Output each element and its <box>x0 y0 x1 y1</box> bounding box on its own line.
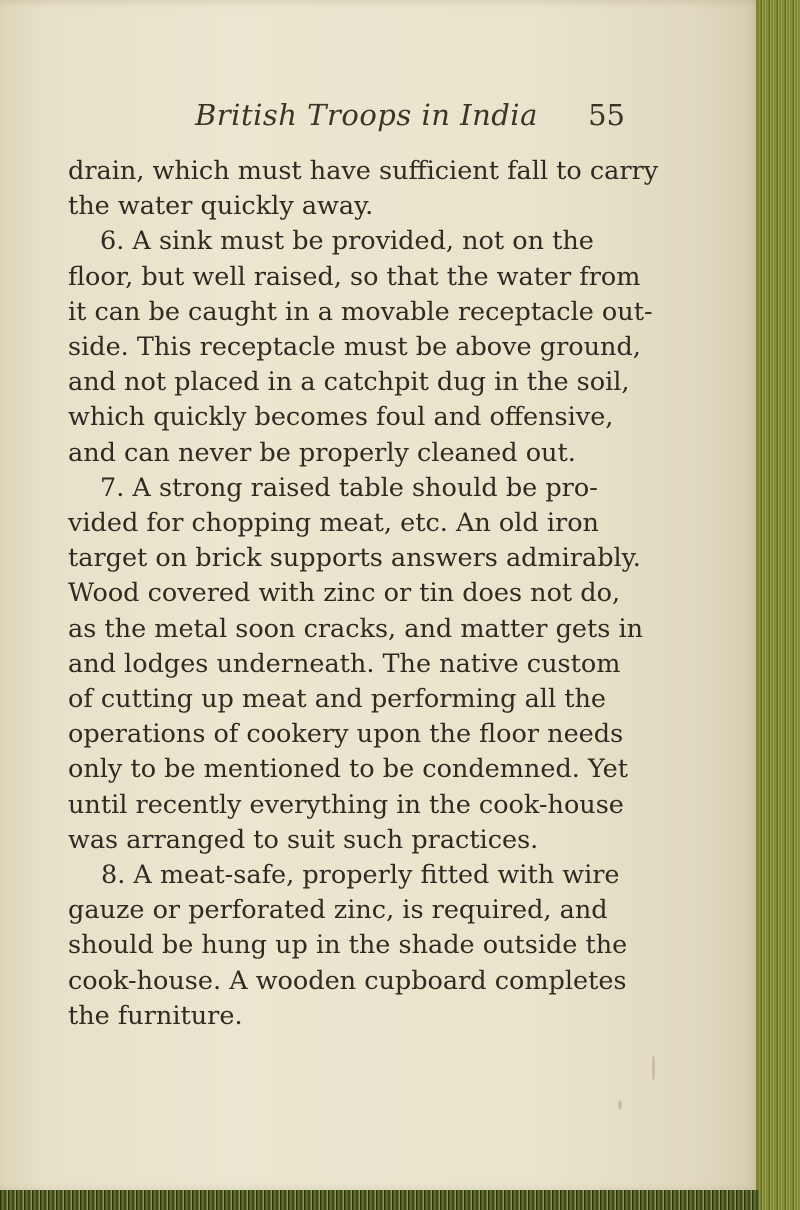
text-line: operations of cookery upon the floor needs <box>68 719 624 750</box>
text-line: target on brick supports answers admirably. <box>68 543 641 574</box>
text-line: the furniture. <box>68 1000 243 1031</box>
text-line: only to be mentioned to be condemned. Yet <box>68 754 628 785</box>
text-line: which quickly becomes foul and offensive, <box>68 402 614 433</box>
text-line: Wood covered with zinc or tin does not do, <box>68 578 621 609</box>
body-text <box>68 154 659 1034</box>
text-line: 7. A strong raised table should be pro- <box>100 472 598 503</box>
text-line: drain, which must have sufficient fall to carry <box>68 156 659 186</box>
text-line: vided for chopping meat, etc. An old iron <box>68 508 599 539</box>
text-line: it can be caught in a movable receptacle out- <box>68 296 653 327</box>
text-line: the water quickly away. <box>68 191 374 222</box>
text-line: should be hung up in the shade outside the <box>68 930 628 961</box>
text-line: side. This receptacle must be above ground, <box>68 332 641 363</box>
page-number: 55 <box>588 98 625 132</box>
text-line: floor, but well raised, so that the water from <box>68 261 641 292</box>
text-line: 6. A sink must be provided, not on the <box>100 226 594 257</box>
running-head <box>195 98 635 138</box>
text-line: was arranged to suit such practices. <box>68 824 539 855</box>
text-line: and not placed in a catchpit dug in the soil, <box>68 367 630 398</box>
text-line: cook-house. A wooden cupboard completes <box>68 965 627 996</box>
paper-mark <box>652 1055 655 1081</box>
text-line: 8. A meat-safe, properly fitted with wire <box>101 860 620 891</box>
text-line: of cutting up meat and performing all the <box>68 684 606 715</box>
text-line: until recently everything in the cook-house <box>68 789 624 820</box>
text-line: gauze or perforated zinc, is required, and <box>68 895 608 926</box>
page-stack-edge <box>756 0 800 1210</box>
text-line: and can never be properly cleaned out. <box>68 437 576 468</box>
page-bottom-edge <box>0 1190 760 1210</box>
running-title: British Troops in India <box>195 98 538 132</box>
paper-mark <box>618 1100 622 1110</box>
text-line: as the metal soon cracks, and matter gets in <box>68 613 644 644</box>
text-line: and lodges underneath. The native custom <box>68 648 621 679</box>
